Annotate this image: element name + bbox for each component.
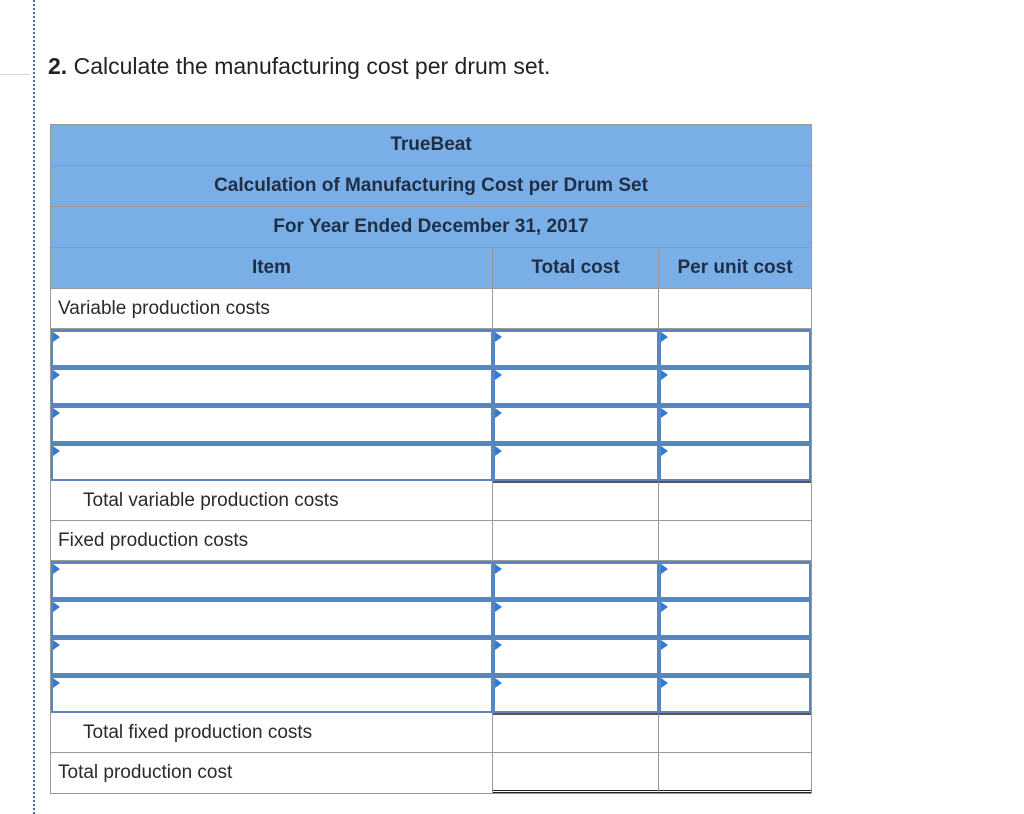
variable-per-unit-input[interactable] bbox=[659, 405, 811, 443]
question-number: 2. bbox=[48, 53, 68, 79]
fixed-item-input[interactable] bbox=[51, 637, 493, 675]
variable-item-input-cell bbox=[51, 329, 493, 367]
fixed-input-row bbox=[51, 637, 811, 675]
variable-total-input[interactable] bbox=[493, 367, 659, 405]
fixed-costs-label: Fixed production costs bbox=[51, 521, 493, 560]
variable-per-unit-input[interactable] bbox=[659, 367, 811, 405]
variable-header-per-unit-cell bbox=[659, 289, 811, 328]
cost-worksheet bbox=[50, 124, 812, 794]
column-header-per-unit-cost: Per unit cost bbox=[677, 257, 793, 278]
variable-item-input-cell bbox=[51, 405, 493, 443]
total-variable-per-unit-cell bbox=[659, 481, 811, 520]
company-name: TrueBeat bbox=[51, 125, 811, 166]
fixed-header-total-cell bbox=[493, 521, 659, 560]
variable-per-unit-input-cell bbox=[659, 443, 811, 481]
variable-total-input-cell bbox=[493, 405, 659, 443]
fixed-total-input[interactable] bbox=[493, 599, 659, 637]
column-header-total-cost: Total cost bbox=[493, 248, 659, 288]
total-production-total-cell bbox=[493, 753, 659, 793]
variable-header-total-cell bbox=[493, 289, 659, 328]
fixed-per-unit-input-cell bbox=[659, 561, 811, 599]
fixed-per-unit-input[interactable] bbox=[659, 561, 811, 599]
fixed-item-input-cell bbox=[51, 637, 493, 675]
fixed-total-input-cell bbox=[493, 599, 659, 637]
fixed-total-input-cell bbox=[493, 675, 659, 713]
variable-total-input-cell bbox=[493, 367, 659, 405]
total-variable-label: Total variable production costs bbox=[51, 481, 493, 520]
variable-item-input[interactable] bbox=[51, 405, 493, 443]
left-dotted-rule bbox=[33, 0, 35, 814]
fixed-input-row bbox=[51, 599, 811, 637]
total-fixed-per-unit-cell bbox=[659, 713, 811, 752]
variable-per-unit-input-cell bbox=[659, 405, 811, 443]
question-prompt bbox=[48, 53, 550, 80]
fixed-input-row bbox=[51, 561, 811, 599]
fixed-total-input[interactable] bbox=[493, 675, 659, 713]
variable-costs-header-row bbox=[51, 289, 811, 329]
variable-item-input-cell bbox=[51, 367, 493, 405]
total-variable-row bbox=[51, 481, 811, 521]
variable-item-input-cell bbox=[51, 443, 493, 481]
variable-total-input-cell bbox=[493, 329, 659, 367]
fixed-total-input[interactable] bbox=[493, 637, 659, 675]
fixed-item-input-cell bbox=[51, 561, 493, 599]
variable-item-input[interactable] bbox=[51, 367, 493, 405]
variable-input-row bbox=[51, 329, 811, 367]
fixed-item-input-cell bbox=[51, 675, 493, 713]
fixed-costs-header-row bbox=[51, 521, 811, 561]
fixed-input-rows bbox=[51, 561, 811, 713]
total-fixed-row bbox=[51, 713, 811, 753]
fixed-per-unit-input-cell bbox=[659, 675, 811, 713]
fixed-per-unit-input-cell bbox=[659, 599, 811, 637]
variable-input-row bbox=[51, 443, 811, 481]
total-production-label: Total production cost bbox=[51, 753, 493, 793]
total-production-row bbox=[51, 753, 811, 793]
variable-per-unit-input[interactable] bbox=[659, 329, 811, 367]
fixed-per-unit-input[interactable] bbox=[659, 637, 811, 675]
variable-total-input[interactable] bbox=[493, 329, 659, 367]
worksheet-period: For Year Ended December 31, 2017 bbox=[51, 207, 811, 248]
fixed-total-input-cell bbox=[493, 637, 659, 675]
fixed-per-unit-input-cell bbox=[659, 637, 811, 675]
variable-per-unit-input-cell bbox=[659, 367, 811, 405]
fixed-total-input-cell bbox=[493, 561, 659, 599]
variable-total-input[interactable] bbox=[493, 443, 659, 481]
fixed-total-input[interactable] bbox=[493, 561, 659, 599]
fixed-per-unit-input[interactable] bbox=[659, 675, 811, 713]
variable-input-row bbox=[51, 405, 811, 443]
fixed-input-row bbox=[51, 675, 811, 713]
fixed-per-unit-input[interactable] bbox=[659, 599, 811, 637]
total-fixed-total-cell bbox=[493, 713, 659, 752]
fixed-header-per-unit-cell bbox=[659, 521, 811, 560]
column-header-row bbox=[51, 248, 811, 289]
margin-tick bbox=[0, 74, 30, 75]
variable-costs-label: Variable production costs bbox=[51, 289, 493, 328]
worksheet-title: Calculation of Manufacturing Cost per Drum Set bbox=[51, 166, 811, 207]
fixed-item-input-cell bbox=[51, 599, 493, 637]
fixed-item-input[interactable] bbox=[51, 675, 493, 713]
variable-input-rows bbox=[51, 329, 811, 481]
total-variable-total-cell bbox=[493, 481, 659, 520]
variable-per-unit-input-cell bbox=[659, 329, 811, 367]
variable-input-row bbox=[51, 367, 811, 405]
column-header-item: Item bbox=[51, 248, 493, 288]
question-text: Calculate the manufacturing cost per drum set. bbox=[73, 53, 551, 79]
fixed-item-input[interactable] bbox=[51, 561, 493, 599]
variable-item-input[interactable] bbox=[51, 443, 493, 481]
total-fixed-label: Total fixed production costs bbox=[51, 713, 493, 752]
variable-total-input[interactable] bbox=[493, 405, 659, 443]
variable-per-unit-input[interactable] bbox=[659, 443, 811, 481]
variable-total-input-cell bbox=[493, 443, 659, 481]
variable-item-input[interactable] bbox=[51, 329, 493, 367]
total-production-per-unit-cell bbox=[659, 753, 811, 793]
fixed-item-input[interactable] bbox=[51, 599, 493, 637]
